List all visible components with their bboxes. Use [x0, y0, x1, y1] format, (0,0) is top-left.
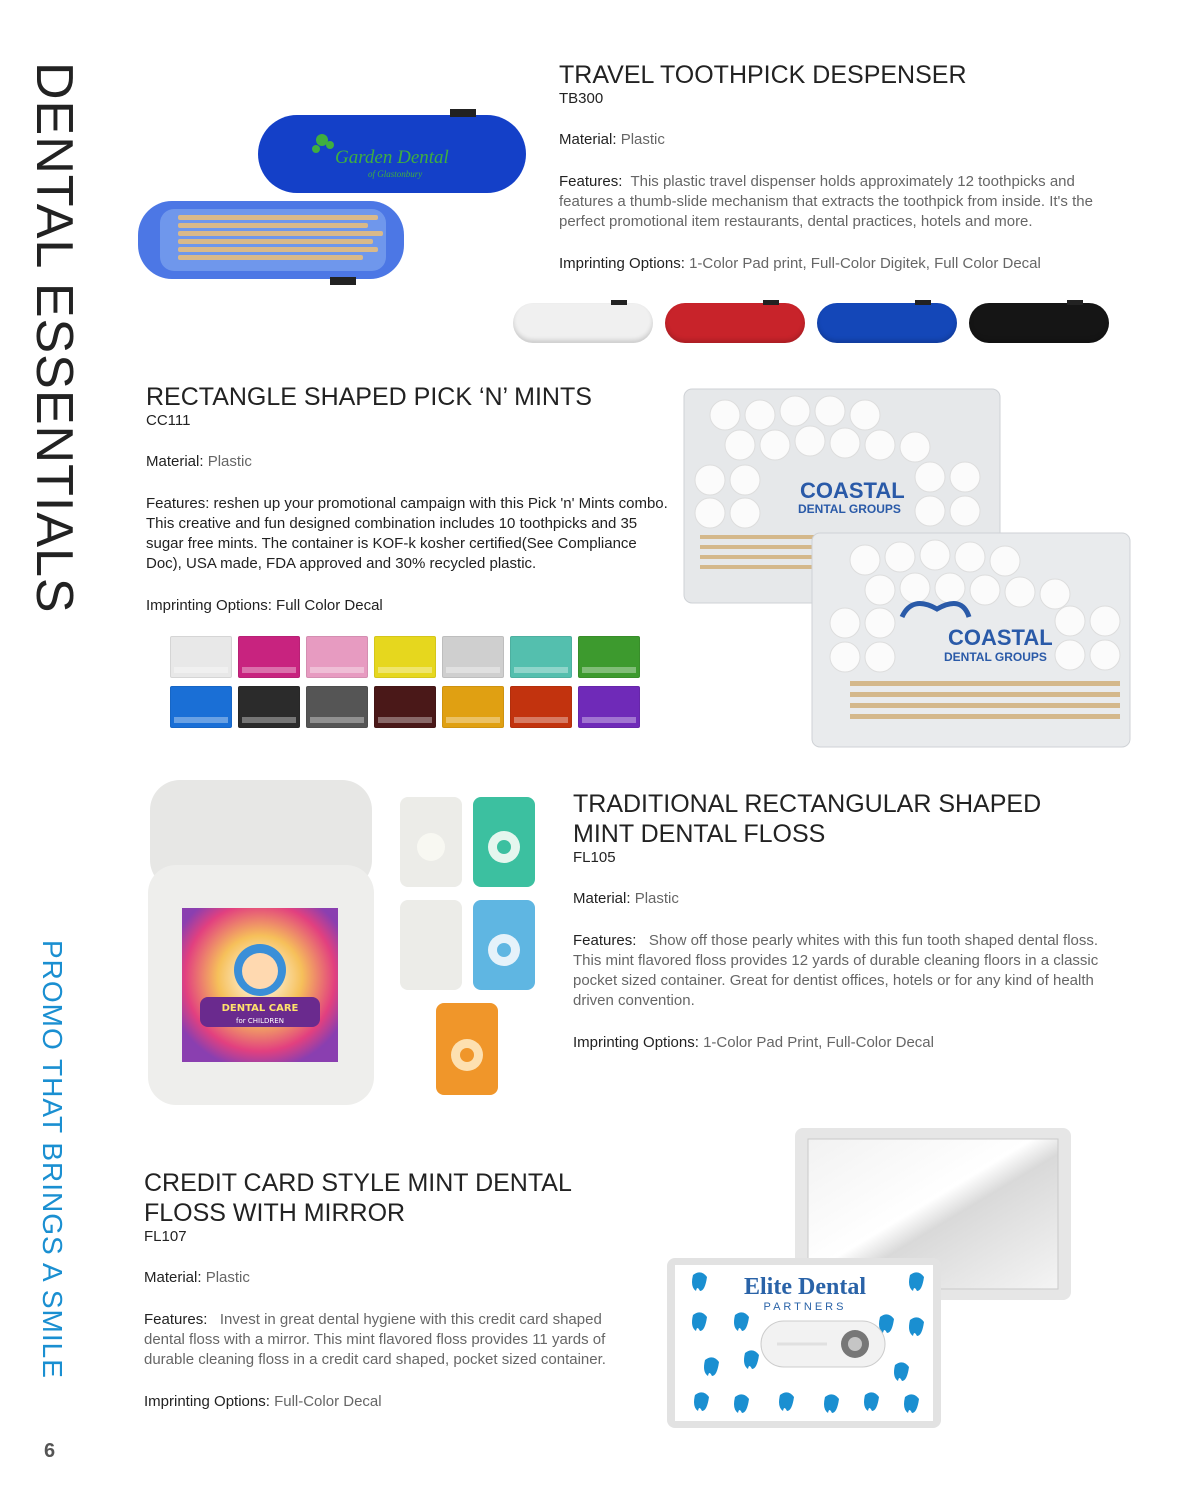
coastal-logo-front: COASTAL — [948, 625, 1053, 650]
slider-notch — [915, 300, 931, 305]
product-title: TRAVEL TOOTHPICK DESPENSER — [559, 61, 967, 89]
toothpick-band — [310, 717, 364, 723]
product-sku: CC111 — [146, 412, 191, 429]
product-material — [146, 452, 676, 472]
garden-dental-logo-sub: of Glastonbury — [368, 169, 423, 179]
tb300-color-swatch — [513, 303, 653, 343]
toothpick-band — [174, 717, 228, 723]
tb300-color-swatch — [969, 303, 1109, 343]
imprint-value: 1-Color Pad print, Full-Color Digitek, Full Color Decal — [689, 255, 1041, 272]
cc111-color-swatch — [170, 686, 232, 728]
toothpick-band — [242, 667, 296, 673]
product-imprint — [144, 1392, 644, 1412]
slider-notch — [611, 300, 627, 305]
product-fl107 — [144, 1168, 644, 1434]
toothpick-band — [378, 717, 432, 723]
traditional-floss-image — [140, 775, 550, 1115]
toothpick-band — [242, 717, 296, 723]
material-label: Material: — [559, 131, 617, 148]
coastal-logo-sub-front: DENTAL GROUPS — [944, 650, 1047, 664]
section-title — [25, 62, 88, 642]
cc111-color-swatch — [578, 686, 640, 728]
imprint-label: Imprinting Options: — [573, 1034, 699, 1051]
product-material — [573, 889, 1108, 909]
material-value: Plastic — [634, 890, 679, 907]
product-title: TRADITIONAL RECTANGULAR SHAPED MINT DENTAL FLOSS — [573, 790, 1042, 848]
product-imprint: Imprinting Options: Full Color Decal — [146, 597, 383, 614]
cc111-color-swatch — [578, 636, 640, 678]
garden-dental-logo: Garden Dental — [335, 147, 449, 168]
product-imprint — [559, 254, 1129, 274]
cc111-color-swatch — [306, 686, 368, 728]
product-material — [559, 130, 1129, 150]
dental-care-logo: DENTAL CARE — [221, 1003, 299, 1014]
product-imprint — [573, 1033, 1108, 1053]
product-tb300 — [559, 60, 1129, 296]
elite-dental-logo-sub: PARTNERS — [763, 1301, 847, 1313]
tagline — [34, 940, 74, 1440]
pick-n-mints-image — [680, 385, 1135, 755]
material-label: Material: — [144, 1269, 202, 1286]
cc111-color-swatch — [442, 686, 504, 728]
cc111-color-swatch — [374, 636, 436, 678]
imprint-value: Full-Color Decal — [274, 1393, 382, 1410]
section-title-text: DENTAL ESSENTIALS — [25, 62, 83, 614]
toothpick-band — [174, 667, 228, 673]
product-features — [573, 931, 1108, 1011]
cc111-color-swatch — [374, 686, 436, 728]
toothpick-dispenser-image — [130, 105, 530, 290]
product-features — [559, 172, 1129, 232]
material-value: Plastic — [205, 1269, 250, 1286]
toothpick-band — [514, 667, 568, 673]
features-text: This plastic travel dispenser holds approximately 12 toothpicks and features a thumb-slide mechanism that extracts the toothpick from inside. It's the perfect promotional item restaurants, dental practices, hotels and more. — [559, 173, 1093, 230]
product-sku: FL105 — [573, 849, 616, 866]
product-fl105 — [573, 789, 1108, 1075]
material-label: Material: — [573, 890, 631, 907]
cc111-color-swatch — [306, 636, 368, 678]
toothpick-band — [310, 667, 364, 673]
material-label: Material: — [146, 453, 204, 470]
elite-dental-logo: Elite Dental — [744, 1274, 866, 1300]
product-title: CREDIT CARD STYLE MINT DENTAL FLOSS WITH MIRROR — [144, 1169, 571, 1227]
material-value: Plastic — [620, 131, 665, 148]
page-number: 6 — [44, 1440, 56, 1462]
imprint-label: Imprinting Options: — [144, 1393, 270, 1410]
tb300-color-swatch — [665, 303, 805, 343]
cc111-color-swatch — [238, 636, 300, 678]
toothpick-band — [514, 717, 568, 723]
coastal-logo-sub-back: DENTAL GROUPS — [798, 502, 901, 516]
toothpick-band — [582, 667, 636, 673]
features-label: Features: — [559, 173, 623, 190]
product-title: RECTANGLE SHAPED PICK ‘N’ MINTS — [146, 383, 592, 411]
product-cc111 — [146, 382, 676, 616]
cc111-color-swatch — [510, 686, 572, 728]
features-text: Show off those pearly whites with this fun tooth shaped dental floss. This mint flavored floss provides 12 yards of durable cleaning floors in a classic pocket sized container. Great for dentist offices, hotels or for any kind of health driven convention. — [573, 932, 1099, 1009]
toothpick-band — [446, 667, 500, 673]
features-text: Invest in great dental hygiene with this credit card shaped dental floss with a mirror. This mint flavored floss provides 11 yards of durable cleaning floss in a credit card shaped, pocket sized container. — [144, 1311, 606, 1368]
cc111-color-swatch — [510, 636, 572, 678]
slider-notch — [1067, 300, 1083, 305]
product-features: Features: reshen up your promotional campaign with this Pick 'n' Mints combo. This creative and fun designed combination includes 10 toothpicks and 35 sugar free mints. The container is KOF-k kosher certified(See Compliance Doc), USA made, FDA approved and 30% recycled plastic. — [146, 495, 668, 572]
credit-card-floss-image — [665, 1125, 1075, 1430]
toothpick-band — [446, 717, 500, 723]
imprint-value: 1-Color Pad Print, Full-Color Decal — [703, 1034, 934, 1051]
cc111-color-swatch — [170, 636, 232, 678]
product-sku: FL107 — [144, 1228, 187, 1245]
tagline-text: PROMO THAT BRINGS A SMILE — [37, 940, 68, 1379]
toothpick-band — [582, 717, 636, 723]
features-label: Features: — [573, 932, 637, 949]
toothpick-band — [378, 667, 432, 673]
tb300-color-swatch — [817, 303, 957, 343]
dental-care-logo-sub: for CHILDREN — [236, 1017, 284, 1025]
product-material — [144, 1268, 644, 1288]
cc111-color-swatch — [238, 686, 300, 728]
cc111-color-swatch — [442, 636, 504, 678]
coastal-logo-back: COASTAL — [800, 478, 905, 503]
features-label: Features: — [144, 1311, 208, 1328]
slider-notch — [763, 300, 779, 305]
product-features — [144, 1310, 644, 1370]
product-sku: TB300 — [559, 90, 604, 107]
material-value: Plastic — [207, 453, 252, 470]
imprint-label: Imprinting Options: — [559, 255, 685, 272]
